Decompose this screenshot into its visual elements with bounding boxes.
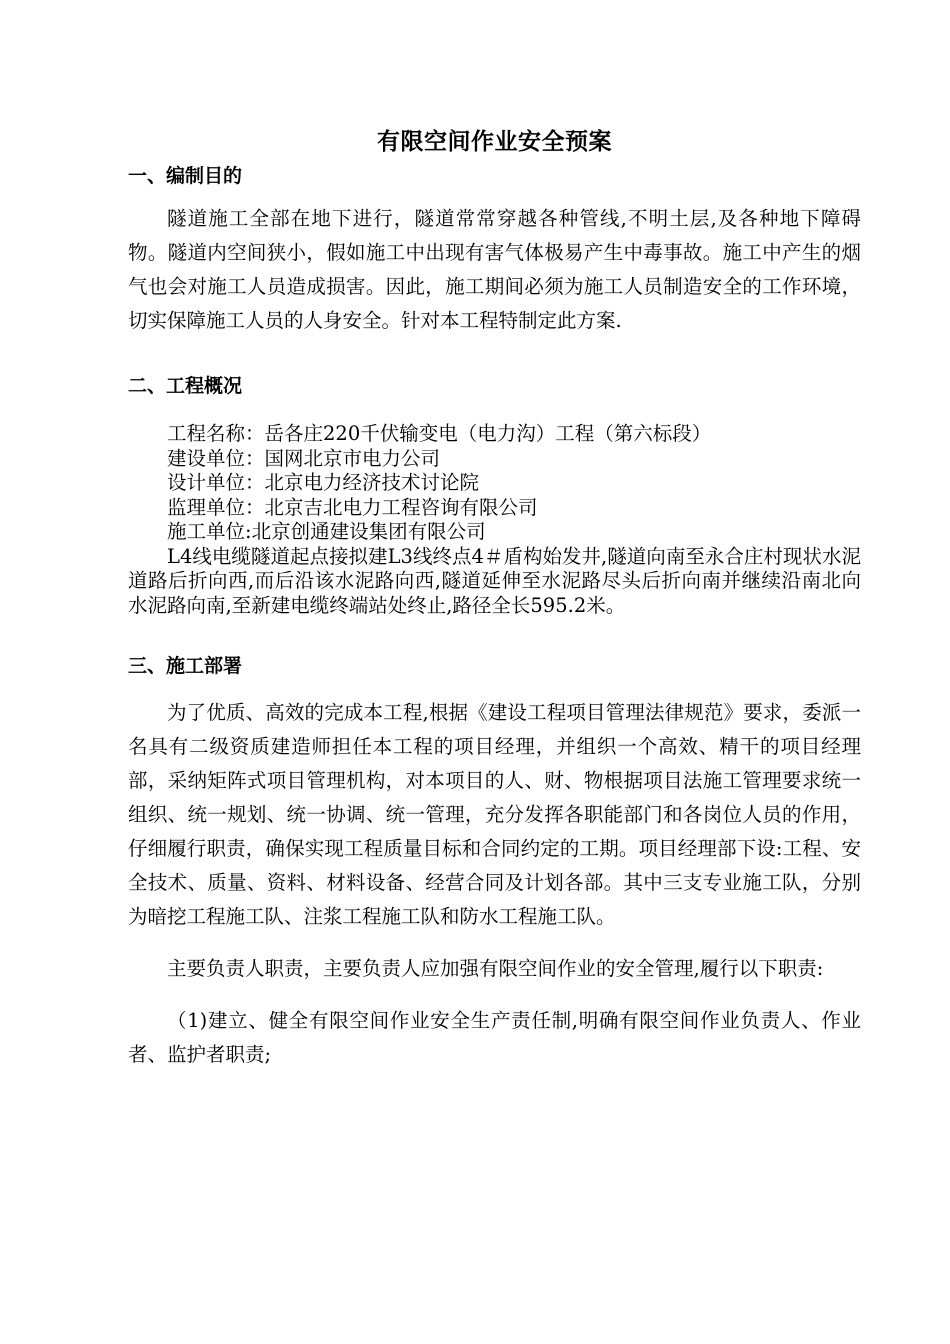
responsibility-item-1: （1)建立、健全有限空间作业安全生产责任制,明确有限空间作业负责人、作业者、监护者职责; bbox=[128, 1009, 861, 1066]
project-info-list bbox=[128, 422, 861, 545]
section-heading-purpose: 一、编制目的 bbox=[128, 165, 243, 187]
document-page bbox=[128, 122, 861, 1072]
deployment-paragraph: 为了优质、高效的完成本工程,根据《建设工程项目管理法律规范》要求，委派一名具有二级资质建造师担任本工程的项目经理，并组织一个高效、精干的项目经理部，采纳矩阵式项目管理机构，对本项目的人、财、物根据项目法施工管理要求统一组织、统一规划、统一协调、统一管理，充分发挥各职能部门和各岗位人员的作用，仔细履行职责，确保实现工程质量目标和合同约定的工期。项目经理部下设:工程、安全技术、质量、资料、材料设备、经营合同及计划各部。其中三支专业施工队，分别为暗挖工程施工队、注浆工程施工队和防水工程施工队。 bbox=[128, 701, 861, 928]
supervision-unit-line: 监理单位：北京吉北电力工程咨询有限公司 bbox=[167, 495, 538, 519]
construction-unit-line: 施工单位:北京创通建设集团有限公司 bbox=[167, 520, 486, 543]
project-name-line: 工程名称：岳各庄220千伏输变电（电力沟）工程（第六标段） bbox=[167, 422, 712, 445]
design-unit-line: 设计单位：北京电力经济技术讨论院 bbox=[167, 471, 480, 494]
document-title: 有限空间作业安全预案 bbox=[377, 129, 612, 155]
responsibility-intro-paragraph: 主要负责人职责，主要负责人应加强有限空间作业的安全管理,履行以下职责: bbox=[167, 957, 824, 980]
purpose-paragraph: 隧道施工全部在地下进行，隧道常常穿越各种管线,不明土层,及各种地下障碍物。隧道内空间狭小，假如施工中出现有害气体极易产生中毒事故。施工中产生的烟气也会对施工人员造成损害。因此，施工期间必须为施工人员制造安全的工作环境，切实保障施工人员的人身安全。针对本工程特制定此方案. bbox=[128, 207, 861, 332]
route-description-paragraph: L4线电缆隧道起点接拟建L3线终点4＃盾构始发井,隧道向南至永合庄村现状水泥道路后折向西,而后沿该水泥路向西,隧道延伸至水泥路尽头后折向南并继续沿南北向水泥路向南,至新建电缆终端站处终止,路径全长595.2米。 bbox=[128, 544, 861, 617]
owner-unit-line: 建设单位：国网北京市电力公司 bbox=[167, 446, 441, 470]
section-heading-overview: 二、工程概况 bbox=[128, 375, 243, 397]
section-heading-deployment: 三、施工部署 bbox=[128, 655, 243, 677]
